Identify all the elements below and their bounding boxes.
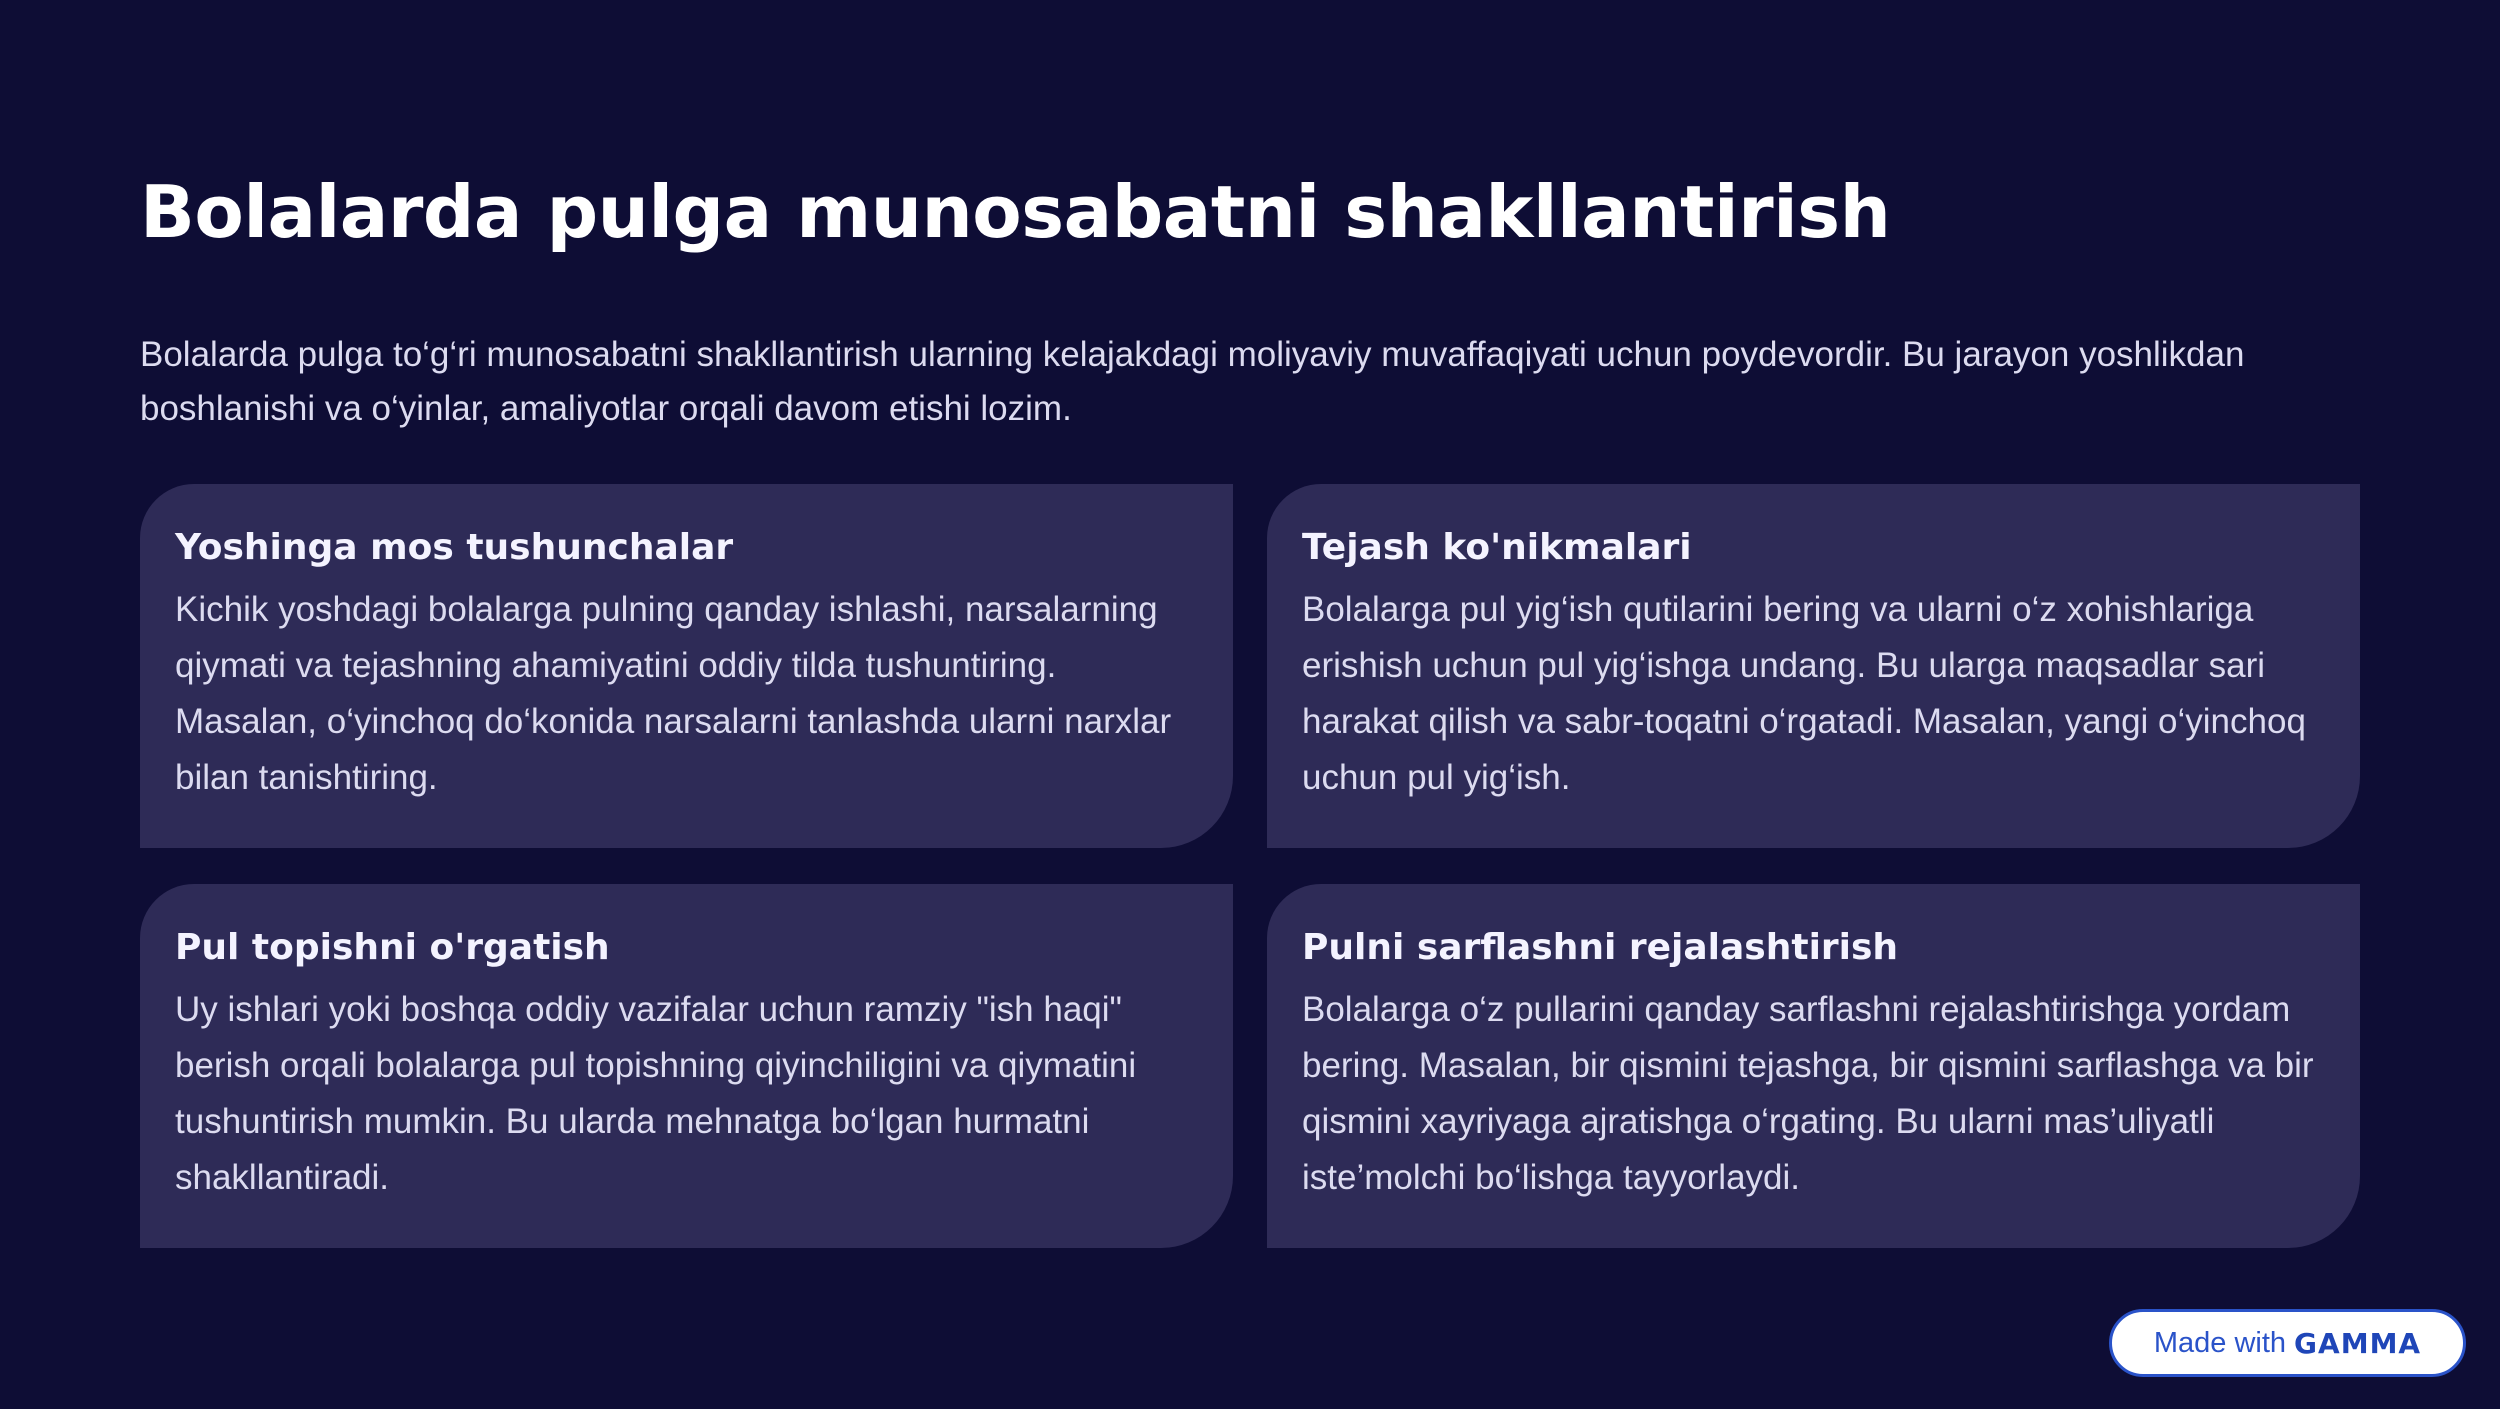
made-with-gamma-button[interactable] — [2109, 1309, 2466, 1377]
card-age-appropriate-concepts — [140, 484, 1233, 848]
gamma-logo: GAMMA — [2294, 1326, 2422, 1360]
card-earning-money — [140, 884, 1233, 1248]
card-body: Bolalarga pul yig‘ish qutilarini bering va ularni o‘z xohishlariga erishish uchun pul yig‘ishga undang. Bu ularga maqsadlar sari harakat qilish va sabr-toqatni o‘rgatadi. Masalan, yangi o‘yinchoq uchun pul yig‘ish. — [1302, 590, 2306, 797]
card-spending-planning — [1267, 884, 2360, 1248]
card-body: Bolalarga o‘z pullarini qanday sarflashni rejalashtirishga yordam bering. Masalan, bir qismini tejashga, bir qismini sarflashga va bir qismini xayriyaga ajratishga o‘rgating. Bu ularni mas’uliyatli iste’molchi bo‘lishga tayyorlaydi. — [1302, 990, 2314, 1197]
card-saving-skills — [1267, 484, 2360, 848]
card-body: Kichik yoshdagi bolalarga pulning qanday ishlashi, narsalarning qiymati va tejashning ahamiyatini oddiy tilda tushuntiring. Masalan, o‘yinchoq do‘konida narsalarni tanlashda ularni narxlar bilan tanishtiring. — [175, 590, 1172, 797]
card-title: Pulni sarflashni rejalashtirish — [1302, 927, 1899, 968]
card-title: Yoshinga mos tushunchalar — [175, 527, 734, 568]
badge-prefix: Made with — [2153, 1326, 2287, 1359]
card-body: Uy ishlari yoki boshqa oddiy vazifalar uchun ramziy "ish haqi" berish orqali bolalarga pul topishning qiyinchiligini va qiymatini tushuntirish mumkin. Bu ularda mehnatga bo‘lgan hurmatni shakllantiradi. — [175, 990, 1137, 1197]
slide-intro: Bolalarda pulga to‘g‘ri munosabatni shakllantirish ularning kelajakdagi moliyaviy muvaffaqiyati uchun poydevordir. Bu jarayon yoshlikdan boshlanishi va o‘yinlar, amaliyotlar orqali davom etishi lozim. — [140, 335, 2245, 428]
slide-title: Bolalarda pulga munosabatni shakllantirish — [140, 170, 1891, 254]
card-title: Pul topishni o'rgatish — [175, 927, 610, 968]
card-title: Tejash ko'nikmalari — [1302, 527, 1692, 568]
